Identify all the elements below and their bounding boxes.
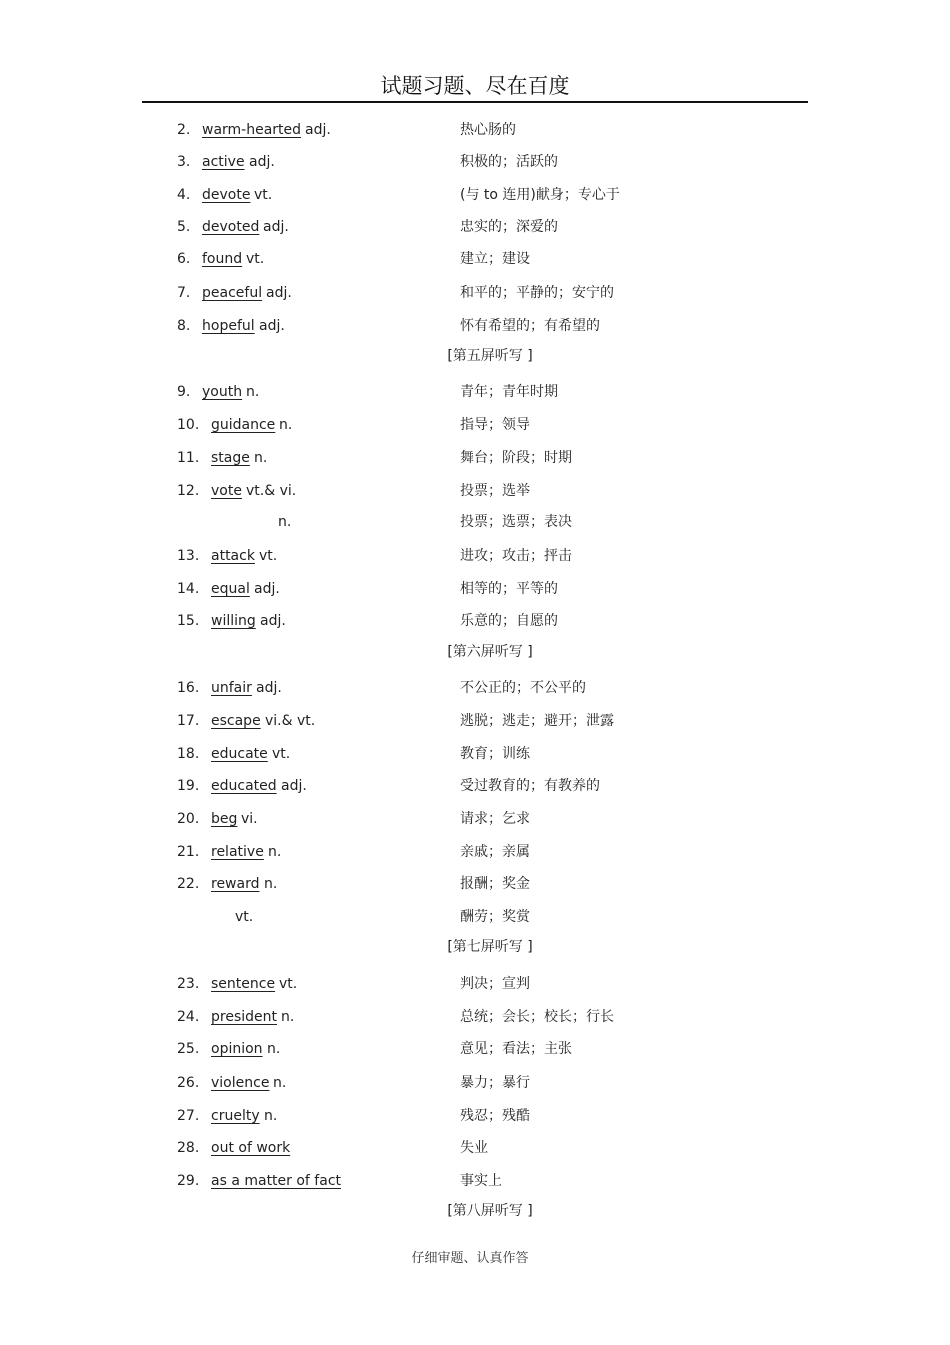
vocab-entry-row [0, 447, 950, 469]
chinese-meaning: 不公正的；不公平的 [460, 680, 586, 696]
part-of-speech: adj. [254, 581, 280, 597]
vocab-entry-row [0, 151, 950, 173]
vocab-entry-row [0, 677, 950, 699]
entry-number: 26. [177, 1075, 200, 1091]
entry-term: relative [211, 844, 264, 860]
entry-term: found [202, 251, 243, 267]
chinese-meaning: 怀有希望的；有希望的 [460, 318, 600, 334]
entry-term: reward [211, 876, 260, 892]
entry-term: youth [202, 384, 243, 400]
entry-number: 21. [177, 844, 200, 860]
chinese-meaning: (与 to 连用)献身；专心于 [460, 187, 620, 203]
part-of-speech: vt. [259, 548, 278, 564]
entry-number: 29. [177, 1173, 200, 1189]
page-footer: 仔细审题、认真作答 [411, 1251, 529, 1266]
vocab-entry-row [0, 119, 950, 141]
entry-number: 23. [177, 976, 200, 992]
entry-number: 13. [177, 548, 200, 564]
entry-number: 19. [177, 778, 200, 794]
entry-term: violence [211, 1075, 270, 1091]
entry-term: president [211, 1009, 277, 1025]
entry-term: opinion [211, 1041, 263, 1057]
entry-number: 7. [177, 285, 191, 301]
vocab-entry-row [0, 1137, 950, 1159]
entry-term: active [202, 154, 245, 170]
part-of-speech: vt. [254, 187, 273, 203]
chinese-meaning: 忠实的；深爱的 [460, 219, 558, 235]
part-of-speech: vt. [235, 909, 254, 925]
part-of-speech: n. [281, 1009, 295, 1025]
chinese-meaning: 亲戚；亲属 [460, 844, 530, 860]
entry-term: devote [202, 187, 251, 203]
entry-number: 12. [177, 483, 200, 499]
vocab-entry-row [0, 610, 950, 632]
chinese-meaning: 投票；选票；表决 [460, 514, 572, 530]
chinese-meaning: 和平的；平静的；安宁的 [460, 285, 614, 301]
chinese-meaning: 总统；会长；校长；行长 [460, 1009, 614, 1025]
chinese-meaning: 教育；训练 [460, 746, 530, 762]
sub-entry-row [0, 511, 950, 533]
entry-number: 17. [177, 713, 200, 729]
entry-number: 14. [177, 581, 200, 597]
vocab-entry-row [0, 1072, 950, 1094]
chinese-meaning: 建立；建设 [460, 251, 530, 267]
chinese-meaning: 相等的；平等的 [460, 581, 558, 597]
entry-number: 2. [177, 122, 191, 138]
entry-term: hopeful [202, 318, 255, 334]
chinese-meaning: 乐意的；自愿的 [460, 613, 558, 629]
chinese-meaning: 请求；乞求 [460, 811, 530, 827]
entry-number: 28. [177, 1140, 200, 1156]
entry-number: 25. [177, 1041, 200, 1057]
chinese-meaning: 指导；领导 [460, 417, 530, 433]
part-of-speech: vt.& vi. [246, 483, 297, 499]
section-heading: [第五屏听写 ] [447, 348, 533, 364]
part-of-speech: adj. [249, 154, 275, 170]
entry-number: 10. [177, 417, 200, 433]
part-of-speech: vt. [272, 746, 291, 762]
vocab-entry-row [0, 480, 950, 502]
vocab-entry-row [0, 184, 950, 206]
part-of-speech: n. [267, 1041, 281, 1057]
page-title: 试题习题、尽在百度 [380, 74, 570, 98]
part-of-speech: n. [278, 514, 292, 530]
entry-term: stage [211, 450, 250, 466]
chinese-meaning: 逃脱；逃走；避开；泄露 [460, 713, 614, 729]
entry-term: sentence [211, 976, 276, 992]
part-of-speech: vt. [246, 251, 265, 267]
entry-term: educate [211, 746, 268, 762]
chinese-meaning: 积极的；活跃的 [460, 154, 558, 170]
entry-term: vote [211, 483, 242, 499]
vocab-entry-row [0, 282, 950, 304]
vocab-entry-row [0, 973, 950, 995]
entry-term: cruelty [211, 1108, 260, 1124]
entry-number: 4. [177, 187, 191, 203]
chinese-meaning: 事实上 [460, 1173, 502, 1189]
entry-number: 3. [177, 154, 191, 170]
entry-term: attack [211, 548, 255, 564]
vocab-entry-row [0, 1038, 950, 1060]
chinese-meaning: 投票；选举 [460, 483, 530, 499]
section-heading: [第八屏听写 ] [447, 1203, 533, 1219]
part-of-speech: n. [246, 384, 260, 400]
vocab-entry-row [0, 873, 950, 895]
chinese-meaning: 残忍；残酷 [460, 1108, 530, 1124]
entry-term: escape [211, 713, 261, 729]
vocab-entry-row [0, 743, 950, 765]
chinese-meaning: 热心肠的 [460, 122, 516, 138]
chinese-meaning: 青年；青年时期 [460, 384, 558, 400]
chinese-meaning: 报酬；奖金 [460, 876, 530, 892]
entry-number: 9. [177, 384, 191, 400]
part-of-speech: vt. [279, 976, 298, 992]
chinese-meaning: 暴力；暴行 [460, 1075, 530, 1091]
vocab-entry-row [0, 808, 950, 830]
part-of-speech: n. [254, 450, 268, 466]
vocab-entry-row [0, 414, 950, 436]
part-of-speech: adj. [305, 122, 331, 138]
section-heading: [第七屏听写 ] [447, 939, 533, 955]
part-of-speech: n. [264, 1108, 278, 1124]
part-of-speech: adj. [266, 285, 292, 301]
vocab-entry-row [0, 248, 950, 270]
entry-number: 11. [177, 450, 200, 466]
entry-number: 6. [177, 251, 191, 267]
entry-number: 5. [177, 219, 191, 235]
entry-term: peaceful [202, 285, 263, 301]
vocab-entry-row [0, 315, 950, 337]
entry-term: devoted [202, 219, 260, 235]
part-of-speech: adj. [259, 318, 285, 334]
entry-term: equal [211, 581, 250, 597]
entry-term: beg [211, 811, 238, 827]
chinese-meaning: 意见；看法；主张 [460, 1041, 572, 1057]
vocab-entry-row [0, 381, 950, 403]
part-of-speech: n. [273, 1075, 287, 1091]
chinese-meaning: 失业 [460, 1140, 488, 1156]
vocab-entry-row [0, 1006, 950, 1028]
entry-term: as a matter of fact [211, 1173, 342, 1189]
entry-term: guidance [211, 417, 276, 433]
vocab-entry-row [0, 216, 950, 238]
vocab-entry-row [0, 578, 950, 600]
vocab-entry-row [0, 775, 950, 797]
entry-number: 16. [177, 680, 200, 696]
entry-number: 15. [177, 613, 200, 629]
chinese-meaning: 进攻；攻击；抨击 [460, 548, 572, 564]
entry-term: educated [211, 778, 277, 794]
chinese-meaning: 判决；宣判 [460, 976, 530, 992]
entry-term: out of work [211, 1140, 291, 1156]
entry-term: warm-hearted [202, 122, 302, 138]
part-of-speech: vi.& vt. [265, 713, 316, 729]
vocab-entry-row [0, 545, 950, 567]
vocab-entry-row [0, 841, 950, 863]
entry-number: 8. [177, 318, 191, 334]
vocab-entry-row [0, 1105, 950, 1127]
entry-number: 27. [177, 1108, 200, 1124]
entry-term: willing [211, 613, 256, 629]
part-of-speech: n. [264, 876, 278, 892]
entry-number: 20. [177, 811, 200, 827]
part-of-speech: adj. [281, 778, 307, 794]
vocab-entry-row [0, 1170, 950, 1192]
part-of-speech: n. [279, 417, 293, 433]
chinese-meaning: 酬劳；奖赏 [460, 909, 530, 925]
entry-number: 22. [177, 876, 200, 892]
entry-number: 18. [177, 746, 200, 762]
section-heading: [第六屏听写 ] [447, 644, 533, 660]
vocab-entry-row [0, 710, 950, 732]
chinese-meaning: 受过教育的；有教养的 [460, 778, 600, 794]
part-of-speech: adj. [263, 219, 289, 235]
part-of-speech: adj. [256, 680, 282, 696]
part-of-speech: adj. [260, 613, 286, 629]
chinese-meaning: 舞台；阶段；时期 [460, 450, 572, 466]
part-of-speech: vi. [241, 811, 258, 827]
sub-entry-row [0, 906, 950, 928]
entry-number: 24. [177, 1009, 200, 1025]
entry-term: unfair [211, 680, 252, 696]
part-of-speech: n. [268, 844, 282, 860]
